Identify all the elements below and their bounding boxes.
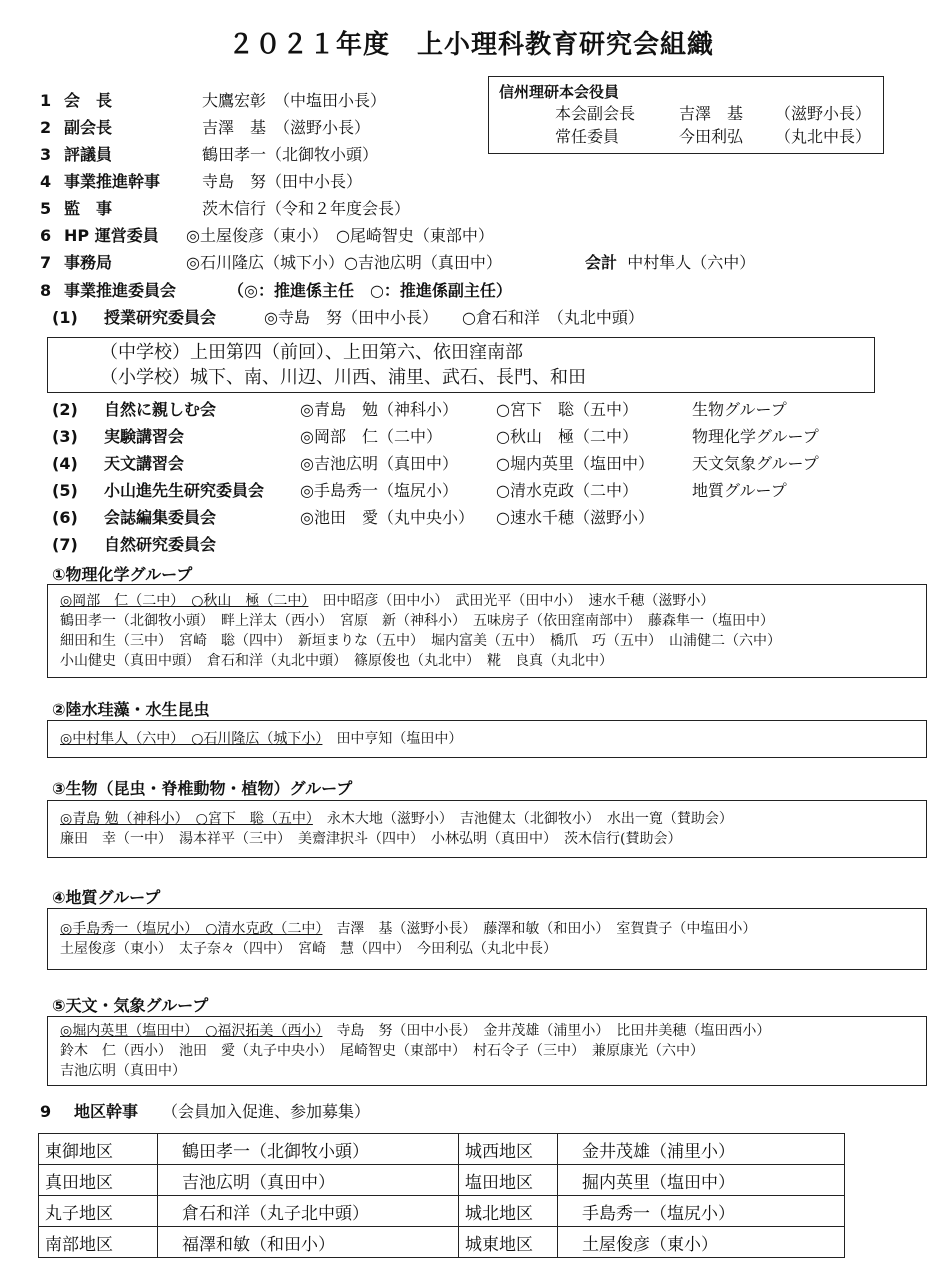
district-officer: 金井茂雄（浦里小） bbox=[558, 1134, 845, 1165]
section-8-heading: 8 事業推進委員会 （◎：推進係主任 ○：推進係副主任） bbox=[40, 281, 512, 300]
district-name: 丸子地区 bbox=[39, 1196, 158, 1227]
district-officer: 掘内英里（塩田中） bbox=[558, 1165, 845, 1196]
committee-row: (7) 自然研究委員会 bbox=[52, 535, 217, 554]
group-line: 土屋俊彦（東小） 太子奈々（四中） 宮崎 慧（四中） 今田利弘（丸北中長） bbox=[60, 941, 557, 957]
group-members-box bbox=[47, 908, 927, 970]
page-title: ２０２１年度 上小理科教育研究会組織 bbox=[227, 30, 714, 60]
shinshu-row: 本会副会長 吉澤 基 （滋野小長） bbox=[555, 104, 872, 123]
committee-row: (6) 会誌編集委員会 ◎池田 愛（丸中央小） ○速水千穂（滋野小） bbox=[52, 508, 654, 527]
group-members-box bbox=[47, 800, 927, 858]
group-line: ◎堀内英里（塩田中） ○福沢拓美（西小） 寺島 努（田中小長） 金井茂雄（浦里小） 比田井美穂（塩田西小） bbox=[60, 1023, 771, 1039]
officer-row: 5 監 事 茨木信行（令和２年度会長） bbox=[40, 199, 411, 218]
shinshu-row: 常任委員 今田利弘 （丸北中長） bbox=[555, 127, 872, 146]
group-title: ②陸水珪藻・水生昆虫 bbox=[52, 700, 210, 719]
district-name: 城西地区 bbox=[459, 1134, 558, 1165]
committee-row: (2) 自然に親しむ会 ◎青島 勉（神科小） ○宮下 聡（五中） 生物グループ bbox=[52, 400, 787, 419]
officer-row: 6 HP 運営委員 ◎土屋俊彦（東小） ○尾崎智史（東部中） bbox=[40, 226, 494, 245]
officer-row: 3 評議員 鶴田孝一（北御牧小頭） bbox=[40, 145, 379, 164]
group-line: 小山健史（真田中頭） 倉石和洋（丸北中頭） 篠原俊也（丸北中） 糀 良真（丸北中） bbox=[60, 653, 613, 669]
group-line: ◎中村隼人（六中） ○石川隆広（城下小） 田中亨知（塩田中） bbox=[60, 731, 463, 747]
committee-row: (3) 実験講習会 ◎岡部 仁（二中） ○秋山 極（二中） 物理化学グループ bbox=[52, 427, 819, 446]
district-officer: 倉石和洋（丸子北中頭） bbox=[158, 1196, 459, 1227]
officer-row: 4 事業推進幹事 寺島 努（田中小長） bbox=[40, 172, 363, 191]
group-members-box bbox=[47, 720, 927, 758]
district-officer: 吉池広明（真田中） bbox=[158, 1165, 459, 1196]
district-name: 真田地区 bbox=[39, 1165, 158, 1196]
district-name: 南部地区 bbox=[39, 1227, 158, 1258]
group-title: ④地質グループ bbox=[52, 888, 161, 907]
group-line: ◎青島 勉（神科小） ○宮下 聡（五中） 永木大地（滋野小） 吉池健太（北御牧小） 水出一寛（賛助会） bbox=[60, 811, 733, 827]
group-line: 細田和生（三中） 宮崎 聡（四中） 新垣まりな（五中） 堀内富美（五中） 橋爪 巧（五中） 山浦健二（六中） bbox=[60, 633, 781, 649]
table-row bbox=[39, 1196, 845, 1227]
shinshu-officers-box bbox=[488, 76, 884, 154]
table-row bbox=[39, 1134, 845, 1165]
district-name: 城北地区 bbox=[459, 1196, 558, 1227]
group-title: ⑤天文・気象グループ bbox=[52, 996, 209, 1015]
district-officer: 鶴田孝一（北御牧小頭） bbox=[158, 1134, 459, 1165]
shinshu-heading: 信州理研本会役員 bbox=[499, 83, 620, 101]
officer-row: 2 副会長 吉澤 基 （滋野小長） bbox=[40, 118, 371, 137]
district-name: 塩田地区 bbox=[459, 1165, 558, 1196]
district-name: 東御地区 bbox=[39, 1134, 158, 1165]
group-members-box bbox=[47, 584, 927, 678]
group-line: ◎岡部 仁（二中） ○秋山 極（二中） 田中昭彦（田中小） 武田光平（田中小） 速水千穂（滋野小） bbox=[60, 593, 715, 609]
committee-row: (5) 小山進先生研究委員会 ◎手島秀一（塩尻小） ○清水克政（二中） 地質グループ bbox=[52, 481, 787, 500]
accounting: 会計 中村隼人（六中） bbox=[585, 253, 756, 272]
district-name: 城東地区 bbox=[459, 1227, 558, 1258]
district-officer: 土屋俊彦（東小） bbox=[558, 1227, 845, 1258]
group-line: 鈴木 仁（西小） 池田 愛（丸子中央小） 尾崎智史（東部中） 村石令子（三中） 兼原康光（六中） bbox=[60, 1043, 704, 1059]
district-officer: 手島秀一（塩尻小） bbox=[558, 1196, 845, 1227]
group-line: 鶴田孝一（北御牧小頭） 畔上洋太（西小） 宮原 新（神科小） 五味房子（依田窪南部中） 藤森隼一（塩田中） bbox=[60, 613, 774, 629]
section-9-heading: 9 地区幹事 （会員加入促進、参加募集） bbox=[40, 1102, 371, 1121]
officer-row: 7 事務局 ◎石川隆広（城下小）○吉池広明（真田中） bbox=[40, 253, 502, 272]
committee-row: (4) 天文講習会 ◎吉池広明（真田中） ○堀内英里（塩田中） 天文気象グループ bbox=[52, 454, 819, 473]
officer-row: 1 会 長 大鷹宏彰 （中塩田小長） bbox=[40, 91, 387, 110]
committee-row: (1) 授業研究委員会 ◎寺島 努（田中小長） ○倉石和洋 （丸北中頭） bbox=[52, 308, 644, 327]
group-line: 吉池広明（真田中） bbox=[60, 1063, 186, 1079]
group-title: ③生物（昆虫・脊椎動物・植物）グループ bbox=[52, 779, 353, 798]
group-members-box bbox=[47, 1016, 927, 1086]
district-table bbox=[38, 1133, 845, 1258]
district-officer: 福澤和敏（和田小） bbox=[158, 1227, 459, 1258]
group-line: 廉田 幸（一中） 湯本祥平（三中） 美齋津択斗（四中） 小林弘明（真田中） 茨木信行(賛助会） bbox=[60, 831, 682, 847]
schools-box: （中学校）上田第四（前回）、上田第六、依田窪南部 （小学校）城下、南、川辺、川西、浦里、武石、長門、和田 bbox=[47, 337, 875, 393]
table-row bbox=[39, 1227, 845, 1258]
group-title: ①物理化学グループ bbox=[52, 565, 193, 584]
group-line: ◎手島秀一（塩尻小） ○清水克政（二中） 吉澤 基（滋野小長） 藤澤和敏（和田小） 室賀貴子（中塩田小） bbox=[60, 921, 757, 937]
table-row bbox=[39, 1165, 845, 1196]
